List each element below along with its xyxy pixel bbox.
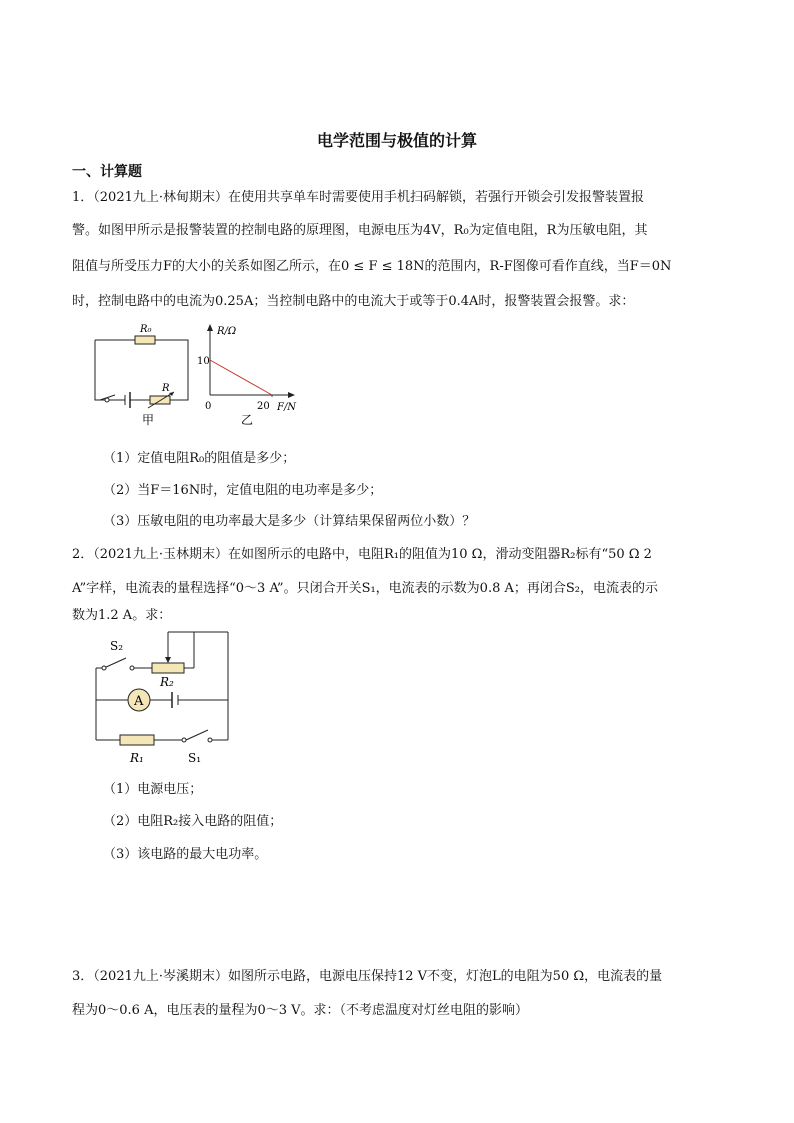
page-title: 电学范围与极值的计算 xyxy=(316,131,477,150)
q1-line-3: 阻值与所受压力F的大小的关系如图乙所示，在0 ≤ F ≤ 18N的范围内，R-F图像可看作直线，当F＝0N xyxy=(72,259,672,274)
q1-sub-3: （3）压敏电阻的电功率最大是多少（计算结果保留两位小数）？ xyxy=(103,514,476,529)
q1-line-2: 警。如图甲所示是报警装置的控制电路的原理图，电源电压为4V，R₀为定值电阻，R为压敏电阻，其 xyxy=(72,223,648,238)
q1-circuit-diagram xyxy=(90,320,200,430)
r-label: R xyxy=(162,383,170,394)
r2-label: R₂ xyxy=(160,675,174,689)
s2-label: S₂ xyxy=(110,639,124,653)
r1-resistor xyxy=(120,735,154,745)
q2-line-3: 数为1.2 A。求： xyxy=(72,608,172,623)
q1-rf-graph xyxy=(195,320,305,430)
x-axis-label: F/N xyxy=(277,402,297,413)
q1-sub-1: （1）定值电阻R₀的阻值是多少； xyxy=(103,451,296,466)
r0-label: R₀ xyxy=(140,324,152,335)
pressure-resistor xyxy=(150,396,170,404)
r1-label: R₁ xyxy=(130,751,144,765)
jia-label: 甲 xyxy=(142,413,155,427)
section-heading: 一、计算题 xyxy=(72,164,142,180)
s1-label: S₁ xyxy=(188,751,202,765)
q2-sub-3: （3）该电路的最大电功率。 xyxy=(103,847,268,862)
y-tick-10: 10 xyxy=(197,356,210,367)
q1-sub-2: （2）当F＝16N时，定值电阻的电功率是多少； xyxy=(103,483,383,498)
r0-resistor xyxy=(135,336,155,344)
q1-line-1: 1．（2021九上·林甸期末）在使用共享单车时需要使用手机扫码解锁，若强行开锁会引发报警装置报 xyxy=(72,190,644,205)
q1-line-4: 时，控制电路中的电流为0.25A；当控制电路中的电流大于或等于0.4A时，报警装置会报警。求： xyxy=(72,294,635,309)
yi-label: 乙 xyxy=(241,413,254,427)
q2-circuit-diagram xyxy=(90,628,240,768)
rf-data-line xyxy=(210,360,272,395)
q3-line-1: 3．（2021九上·岑溪期末）如图所示电路，电源电压保持12 V不变，灯泡L的电阻为50 Ω，电流表的量 xyxy=(72,969,663,984)
q3-line-2: 程为0～0.6 A，电压表的量程为0～3 V。求：（不考虑温度对灯丝电阻的影响） xyxy=(72,1003,529,1018)
origin-label: 0 xyxy=(205,401,212,412)
x-tick-20: 20 xyxy=(257,401,270,412)
q2-line-1: 2．（2021九上·玉林期末）在如图所示的电路中，电阻R₁的阻值为10 Ω，滑动变阻器R₂标有“50 Ω 2 xyxy=(72,547,652,562)
q2-sub-1: （1）电源电压； xyxy=(103,782,203,797)
y-axis-label: R/Ω xyxy=(217,326,237,337)
q2-sub-2: （2）电阻R₂接入电路的阻值； xyxy=(103,814,283,829)
r2-rheostat xyxy=(152,663,184,673)
q2-line-2: A”字样，电流表的量程选择“0～3 A”。只闭合开关S₁，电流表的示数为0.8 A；再闭合S₂，电流表的示 xyxy=(72,581,658,596)
ammeter-label: A xyxy=(134,694,144,709)
